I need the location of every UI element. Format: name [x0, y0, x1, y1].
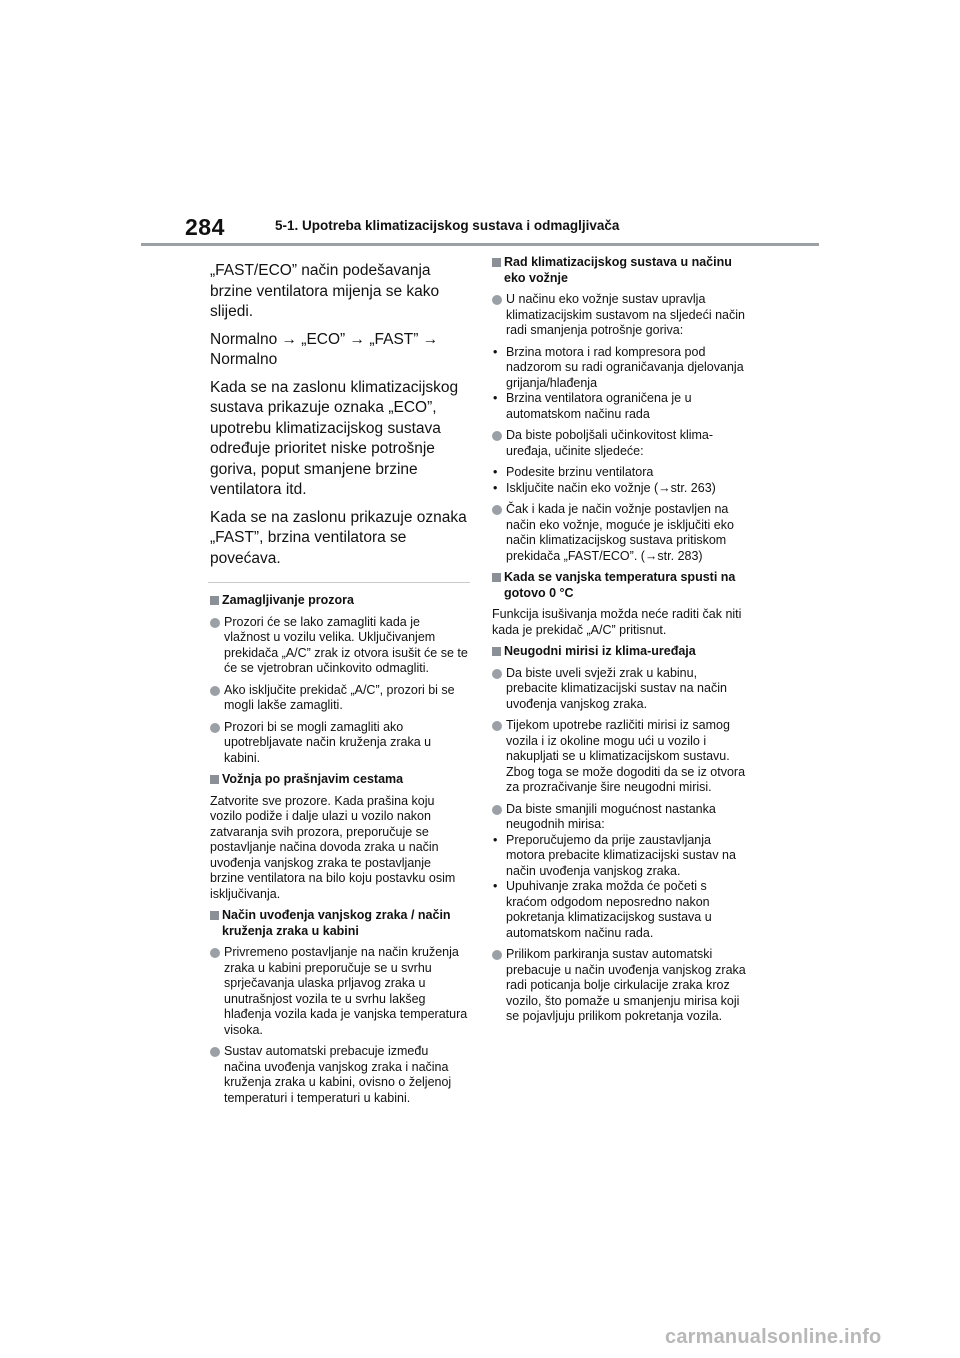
intro-paragraph: „FAST/ECO” način podešavanja brzine ventilatora mijenja se kako slijedi. [210, 262, 440, 320]
sub-bullet-item: • Preporučujemo da prije zaustavljanja motora prebacite klimatizacijski sustav na način uvođenja vanjskog zraka. [492, 833, 750, 880]
bullet-dot-icon [210, 618, 220, 628]
bullet-dot-icon [492, 505, 502, 515]
bullet-item: Prozori bi se mogli zamagliti ako upotrebljavate način kruženja zraka u kabini. [210, 720, 468, 767]
section-heading: Kada se vanjska temperatura spusti na gotovo 0 °C [492, 570, 750, 601]
intro-block [210, 261, 468, 569]
section-heading: Rad klimatizacijskog sustava u načinu eko vožnje [492, 255, 750, 286]
bullet-item: U načinu eko vožnje sustav upravlja klimatizacijskim sustavom na sljedeći način radi smanjenja potrošnje goriva: [492, 292, 750, 339]
bullet-item: Prilikom parkiranja sustav automatski prebacuje u način uvođenja vanjskog zraka radi poticanja bolje cirkulacije zraka kroz vozilo, što pomaže u smanjenju mirisa koji se pojavljuju prilikom pokretanja vozila. [492, 947, 750, 1025]
bullet-item: Ako isključite prekidač „A/C”, prozori bi se mogli lakše zamagliti. [210, 683, 468, 714]
bullet-dot-icon [210, 686, 220, 696]
bullet-item: Sustav automatski prebacuje između načina uvođenja vanjskog zraka i načina kruženja zraka u kabini, ovisno o željenoj temperaturi i temperaturi u kabini. [210, 1044, 468, 1106]
body-text: Funkcija isušivanja možda neće raditi čak niti kada je prekidač „A/C” pritisnut. [492, 607, 742, 637]
bullet-dot-icon [210, 723, 220, 733]
sub-bullet-item: • Brzina motora i rad kompresora pod nadzorom su radi ograničavanja djelovanja grijanja/hlađenja [492, 345, 750, 392]
header-rule [141, 243, 819, 246]
bullet-dot-icon [492, 669, 502, 679]
bullet-item: Privremeno postavljanje na način kruženja zraka u kabini preporučuje se u svrhu sprječavanja ulaska prljavog zraka u unutrašnjost vozila te u svrhu lakšeg hlađenja vozila kada je vanjska temperatura visoka. [210, 945, 468, 1038]
bullet-item: Da biste uveli svježi zrak u kabinu, prebacite klimatizacijski sustav na način uvođenja vanjskog zraka. [492, 666, 750, 713]
left-column [210, 261, 468, 1112]
section-title: 5-1. Upotreba klimatizacijskog sustava i odmagljivača [275, 218, 620, 233]
intro-paragraph: Kada se na zaslonu klimatizacijskog sustava prikazuje oznaka „ECO”, upotrebu klimatizacijskog sustava određuje prioritet niske potrošnje goriva, poput smanjene brzine ventilatora itd. [210, 378, 459, 498]
intro-paragraph: Normalno → „ECO” → „FAST” → Normalno [210, 330, 439, 368]
section-heading: Vožnja po prašnjavim cestama [210, 772, 468, 788]
bullet-dot-icon [492, 295, 502, 305]
bullet-dot-icon [492, 950, 502, 960]
page-header [141, 208, 819, 248]
watermark-logo: carmanualsonline.info [665, 1326, 882, 1348]
section-heading: Način uvođenja vanjskog zraka / način kruženja zraka u kabini [210, 908, 468, 939]
bullet-dot-icon [210, 1047, 220, 1057]
section-heading: Zamagljivanje prozora [210, 593, 468, 609]
bullet-item: Da biste poboljšali učinkovitost klima-uređaja, učinite sljedeće: [492, 428, 750, 459]
intro-paragraph: Kada se na zaslonu prikazuje oznaka „FAST”, brzina ventilatora se povećava. [210, 508, 467, 567]
sub-bullet-item: • Brzina ventilatora ograničena je u automatskom načinu rada [492, 391, 750, 422]
sub-bullet-item: • Isključite način eko vožnje (→str. 263) [492, 481, 750, 497]
page-number: 284 [185, 214, 225, 240]
bullet-item: Da biste smanjili mogućnost nastanka neugodnih mirisa: [492, 802, 750, 833]
bullet-dot-icon [210, 948, 220, 958]
sub-bullet-item: • Upuhivanje zraka možda će početi s kraćom odgodom neposredno nakon pokretanja klimatizacijskog sustava u automatskom načinu rada. [492, 879, 750, 941]
bullet-item: Tijekom upotrebe različiti mirisi iz samog vozila i iz okoline mogu ući u vozilo i nakupljati se u klimatizacijskom sustavu. Zbog toga se može dogoditi da se iz otvora za prozračivanje šire neugodni mirisi. [492, 718, 750, 796]
body-text: Zatvorite sve prozore. Kada prašina koju vozilo podiže i dalje ulazi u vozilo nakon zatvaranja svih prozora, preporučuje se postavljanje načina dovoda zraka u način uvođenja vanjskog zraka te postavljanje brzine ventilatora na bilo koju postavku osim isključivanja. [210, 793, 456, 901]
sub-bullet-item: • Podesite brzinu ventilatora [492, 465, 750, 481]
bullet-item: Čak i kada je način vožnje postavljen na način eko vožnje, moguće je isključiti eko način klimatizacijskog sustava pritiskom prekidača „FAST/ECO”. (→str. 283) [492, 502, 750, 564]
section-heading: Neugodni mirisi iz klima-uređaja [492, 644, 750, 660]
right-column [492, 255, 750, 1031]
section-divider [208, 582, 470, 583]
bullet-dot-icon [492, 805, 502, 815]
bullet-dot-icon [492, 721, 502, 731]
bullet-item: Prozori će se lako zamagliti kada je vlažnost u vozilu velika. Uključivanjem prekidača „A/C” zrak iz otvora isušit će se te će se vjetrobran učinkovito odmagliti. [210, 615, 468, 677]
bullet-dot-icon [492, 431, 502, 441]
